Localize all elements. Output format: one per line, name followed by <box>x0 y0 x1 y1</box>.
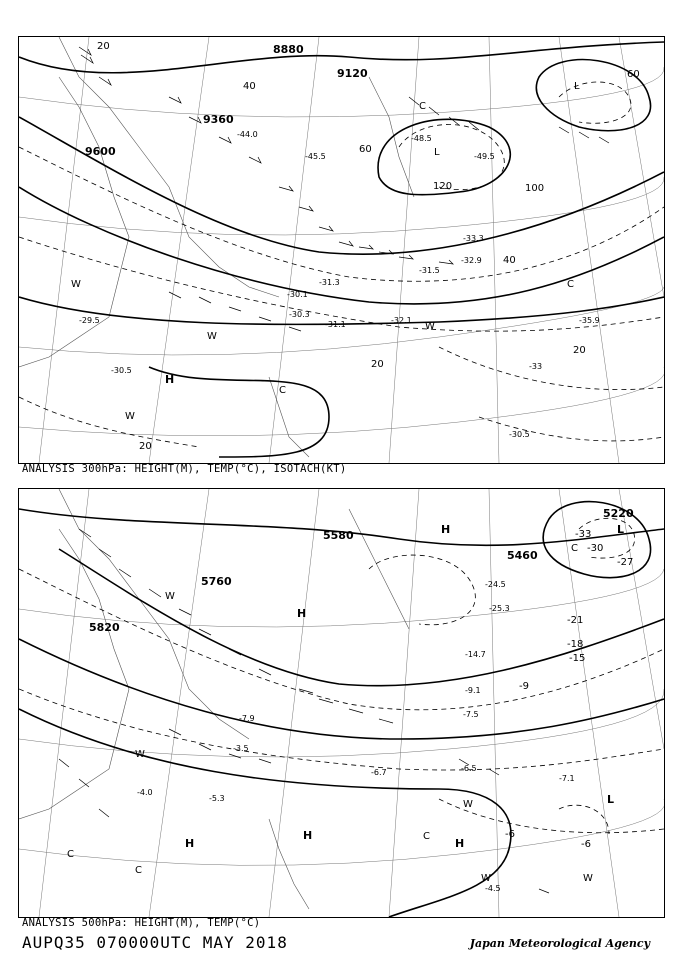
chart-300hpa <box>18 36 665 464</box>
temp-label: -33.3 <box>463 234 484 243</box>
height-label-5460: 5460 <box>507 549 538 562</box>
dashed-contours <box>19 82 664 447</box>
coastline <box>19 37 414 457</box>
temp-label: -33 <box>529 362 543 371</box>
pressure-centers <box>71 81 580 422</box>
center-L-top-1: L <box>434 147 440 158</box>
isotach-label: 100 <box>525 183 545 194</box>
isotach-label: 20 <box>371 359 384 370</box>
isotherm-label: -9 <box>519 681 529 692</box>
temp-label: -49.5 <box>474 152 495 161</box>
center-W-bottom-4: W <box>481 873 491 884</box>
center-W-top-3: W <box>125 411 135 422</box>
temp-label: -32.9 <box>461 256 482 265</box>
isotach-label: 120 <box>433 181 453 192</box>
height-label-5580: 5580 <box>323 529 354 542</box>
center-W-bottom-3: W <box>463 799 473 810</box>
center-W-top-1: W <box>71 279 81 290</box>
height-label-5820: 5820 <box>89 621 120 634</box>
temp-label: -48.5 <box>411 134 432 143</box>
center-W-bottom-1: W <box>165 591 175 602</box>
temp-label: -31.3 <box>319 278 340 287</box>
center-L-bottom-1: L <box>607 793 615 806</box>
temp-label: -5.3 <box>209 794 225 803</box>
temp-label: -30.5 <box>111 366 132 375</box>
temp-label: -30.1 <box>287 290 308 299</box>
center-W-top-4: W <box>425 321 435 332</box>
center-W-bottom-2: W <box>135 749 145 760</box>
height-label-5220: 5220 <box>603 507 634 520</box>
isotherm-label: -33 <box>575 529 592 540</box>
graticule <box>19 37 664 463</box>
isotach-label: 40 <box>503 255 516 266</box>
isotherm-label: -18 <box>567 639 584 650</box>
height-label-9600: 9600 <box>85 145 116 158</box>
temperature-labels <box>79 130 600 439</box>
isotherm-label: -6 <box>581 839 591 850</box>
temp-label: -7.5 <box>463 710 479 719</box>
center-H-bottom-1: H <box>441 523 451 536</box>
center-C-bottom-1: C <box>67 849 74 860</box>
temp-label: -24.5 <box>485 580 506 589</box>
temp-label: -7.9 <box>239 714 255 723</box>
isotach-label: 40 <box>243 81 256 92</box>
caption-500hpa: ANALYSIS 500hPa: HEIGHT(M), TEMP(°C) <box>22 917 261 929</box>
coastline <box>19 489 409 909</box>
center-L-bottom-2: L <box>617 523 625 536</box>
temp-label: -29.5 <box>79 316 100 325</box>
center-C-top-3: C <box>567 279 574 290</box>
center-C-top-1: C <box>279 385 286 396</box>
center-H-bottom-3: H <box>185 837 195 850</box>
caption-300hpa: ANALYSIS 300hPa: HEIGHT(M), TEMP(°C), ISOTACH(KT) <box>22 463 347 475</box>
isotach-label: 20 <box>139 441 152 452</box>
map-300hpa <box>19 37 664 463</box>
isotach-label: 60 <box>627 69 640 80</box>
height-label-9120: 9120 <box>337 67 368 80</box>
height-contours <box>19 502 664 917</box>
temp-label: -25.3 <box>489 604 510 613</box>
chart-500hpa <box>18 488 665 918</box>
temp-label: -31.5 <box>419 266 440 275</box>
center-W-top-2: W <box>207 331 217 342</box>
agency-credit: Japan Meteorological Agency <box>469 937 650 950</box>
temp-label: -4.5 <box>485 884 501 893</box>
center-H-bottom-2: H <box>297 607 307 620</box>
center-C-bottom-2: C <box>135 865 142 876</box>
temp-label: -14.7 <box>465 650 486 659</box>
height-label-8880: 8880 <box>273 43 304 56</box>
temp-label: -7.1 <box>559 774 575 783</box>
height-labels <box>89 507 634 634</box>
isotach-label: 60 <box>359 144 372 155</box>
height-label-9360: 9360 <box>203 113 234 126</box>
temp-label: -9.1 <box>465 686 481 695</box>
center-H-bottom-5: H <box>455 837 465 850</box>
isotherm-label: -15 <box>569 653 586 664</box>
isotach-label: 20 <box>97 41 110 52</box>
height-contours <box>19 42 664 457</box>
temp-label: -30.5 <box>509 430 530 439</box>
center-H-top: H <box>165 373 175 386</box>
temp-label: -44.0 <box>237 130 258 139</box>
temp-label: -6.7 <box>371 768 387 777</box>
isotach-label: 20 <box>573 345 586 356</box>
isotherm-label: -6 <box>505 829 515 840</box>
temp-label: -32.1 <box>391 316 412 325</box>
height-label-5760: 5760 <box>201 575 232 588</box>
isotach-labels <box>97 41 640 452</box>
temp-label: -30.3 <box>289 310 310 319</box>
bulletin-code: AUPQ35 070000UTC MAY 2018 <box>22 933 288 952</box>
temp-label: -6.5 <box>461 764 477 773</box>
graticule <box>19 489 664 917</box>
temp-label: -45.5 <box>305 152 326 161</box>
map-500hpa <box>19 489 664 917</box>
center-C-bottom-3: C <box>423 831 430 842</box>
temp-label: -4.0 <box>137 788 153 797</box>
center-C-bottom-4: C <box>571 543 578 554</box>
temp-label: -3.5 <box>233 744 249 753</box>
isotherm-label: -30 <box>587 543 604 554</box>
isotherm-label: -21 <box>567 615 584 626</box>
temp-label: -35.9 <box>579 316 600 325</box>
center-H-bottom-4: H <box>303 829 313 842</box>
center-C-top-2: C <box>419 101 426 112</box>
isotherm-label: -27 <box>617 557 634 568</box>
center-L-top-2: L <box>574 81 580 92</box>
temp-label: -31.1 <box>325 320 346 329</box>
center-W-bottom-5: W <box>583 873 593 884</box>
